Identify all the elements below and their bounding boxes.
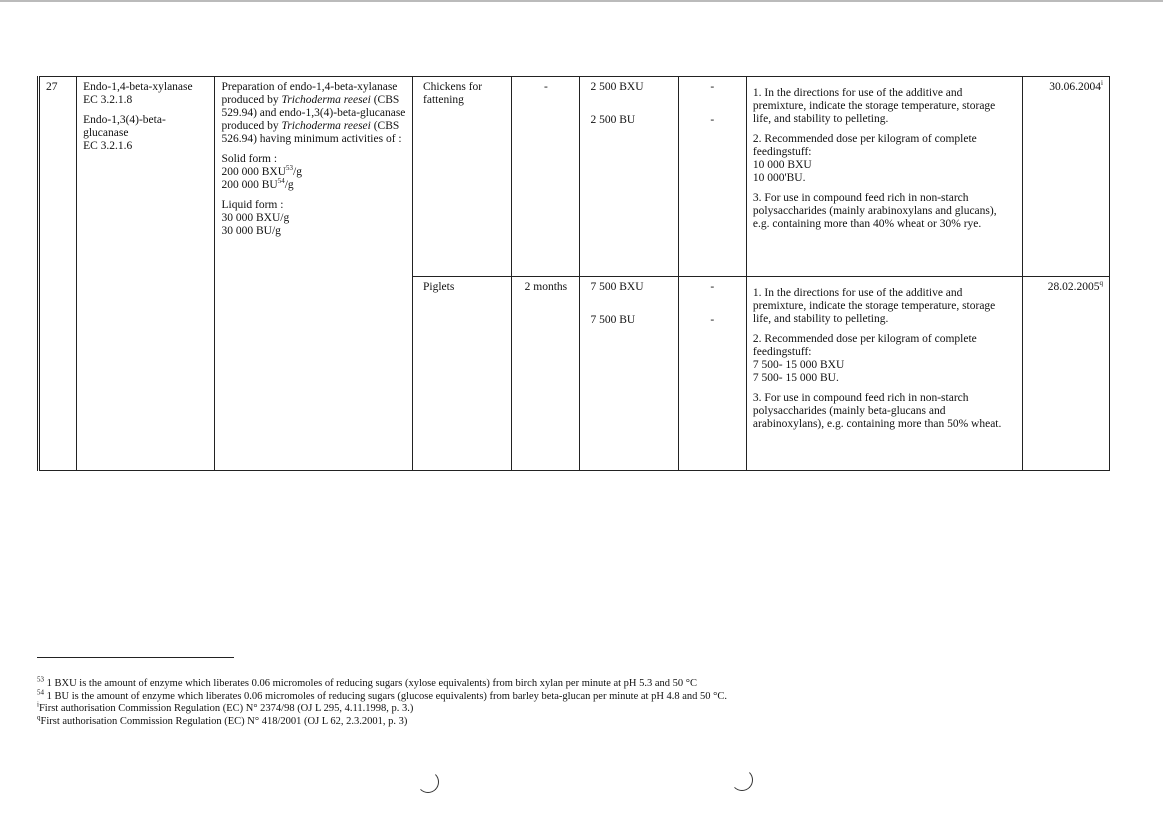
min-bu: 7 500 BU	[590, 314, 636, 326]
additive-name	[77, 77, 215, 471]
punch-hole-mark	[731, 769, 753, 791]
max-content-piglets	[678, 277, 746, 471]
max-age-chickens: -	[512, 77, 580, 277]
expiry-date-piglets: 28.02.2005$^q$	[1022, 277, 1109, 471]
max-age-piglets: 2 months	[512, 277, 580, 471]
footnote-rule	[37, 657, 234, 658]
max-content-chickens	[678, 77, 746, 277]
solid-bu: 200 000 BU$^{54}$/g	[221, 177, 294, 191]
provision-1: 1. In the directions for use of the additive and premixture, indicate the storage temperature, storage life, and stability to pelleting.	[752, 87, 996, 125]
additive-ec-number: EC 3.2.1.8	[83, 94, 133, 106]
provision-2-dose: 7 500- 15 000 BU.	[752, 372, 839, 384]
provision-2: 2. Recommended dose per kilogram of complete feedingstuff:	[752, 133, 977, 158]
min-bu: 2 500 BU	[590, 114, 636, 126]
provision-3: 3. For use in compound feed rich in non-starch polysaccharides (mainly arabinoxylans and glucans), e.g. containing more than 40% wheat or 30% rye.	[752, 192, 997, 230]
additive-table	[37, 76, 1110, 471]
provisions-piglets	[746, 277, 1022, 471]
liquid-form-label: Liquid form :	[221, 199, 284, 211]
solid-form-label: Solid form :	[221, 153, 278, 165]
description-intro: Preparation of endo-1,4-beta-xylanase produced by Trichoderma reesei (CBS 529.94) and endo-1,3(4)-beta-glucanase produced by Trichoderma reesei (CBS 526.94) having minimum activities of :	[221, 81, 406, 145]
scan-top-edge	[0, 0, 1163, 2]
min-content-chickens	[580, 77, 678, 277]
solid-bxu: 200 000 BXU$^{53}$/g	[221, 164, 302, 178]
additive-name-line: Endo-1,4-beta-xylanase	[83, 81, 193, 93]
entry-number: 27	[39, 77, 77, 471]
provision-3: 3. For use in compound feed rich in non-starch polysaccharides (mainly beta-glucans and arabinoxylans), e.g. containing more than 50% wheat.	[752, 392, 1002, 430]
footnote: $^{53}$ 1 BXU is the amount of enzyme which liberates 0.06 micromoles of reducing sugars (xylose equivalents) from birch xylan per minute at pH 5.3 and 50 °C	[37, 675, 698, 689]
max-dash: -	[710, 114, 715, 126]
punch-hole-mark	[417, 771, 439, 793]
provision-2: 2. Recommended dose per kilogram of complete feedingstuff:	[752, 333, 977, 358]
footnote: $^q$First authorisation Commission Regulation (EC) N° 418/2001 (OJ L 62, 2.3.2001, p. 3)	[37, 713, 408, 727]
provision-2-dose: 10 000 BXU	[752, 159, 812, 171]
additive-name-line: Endo-1,3(4)-beta-	[83, 114, 166, 126]
min-bxu: 2 500 BXU	[590, 81, 644, 93]
additive-name-line: glucanase	[83, 127, 129, 139]
footnote: $^{54}$ 1 BU is the amount of enzyme which liberates 0.06 micromoles of reducing sugars (glucose equivalents) from barley beta-glucan per minute at pH 4.8 and 50 °C.	[37, 688, 728, 702]
footnotes	[37, 675, 1097, 728]
additive-description	[215, 77, 413, 471]
footnote: $^i$First authorisation Commission Regulation (EC) N° 2374/98 (OJ L 295, 4.11.1998, p. 3.)	[37, 700, 414, 714]
max-dash: -	[710, 281, 715, 293]
species-chickens: Chickens for fattening	[413, 77, 512, 277]
provision-2-dose: 10 000'BU.	[752, 172, 806, 184]
provision-1: 1. In the directions for use of the additive and premixture, indicate the storage temperature, storage life, and stability to pelleting.	[752, 287, 996, 325]
expiry-date-chickens: 30.06.2004$^i$	[1022, 77, 1109, 277]
additive-ec-number: EC 3.2.1.6	[83, 140, 133, 152]
min-content-piglets	[580, 277, 678, 471]
table-row-chickens	[39, 77, 1110, 277]
species-piglets: Piglets	[413, 277, 512, 471]
provision-2-dose: 7 500- 15 000 BXU	[752, 359, 845, 371]
liquid-bxu: 30 000 BXU/g	[221, 212, 290, 224]
max-dash: -	[710, 314, 715, 326]
max-dash: -	[710, 81, 715, 93]
provisions-chickens	[746, 77, 1022, 277]
min-bxu: 7 500 BXU	[590, 281, 644, 293]
liquid-bu: 30 000 BU/g	[221, 225, 281, 237]
